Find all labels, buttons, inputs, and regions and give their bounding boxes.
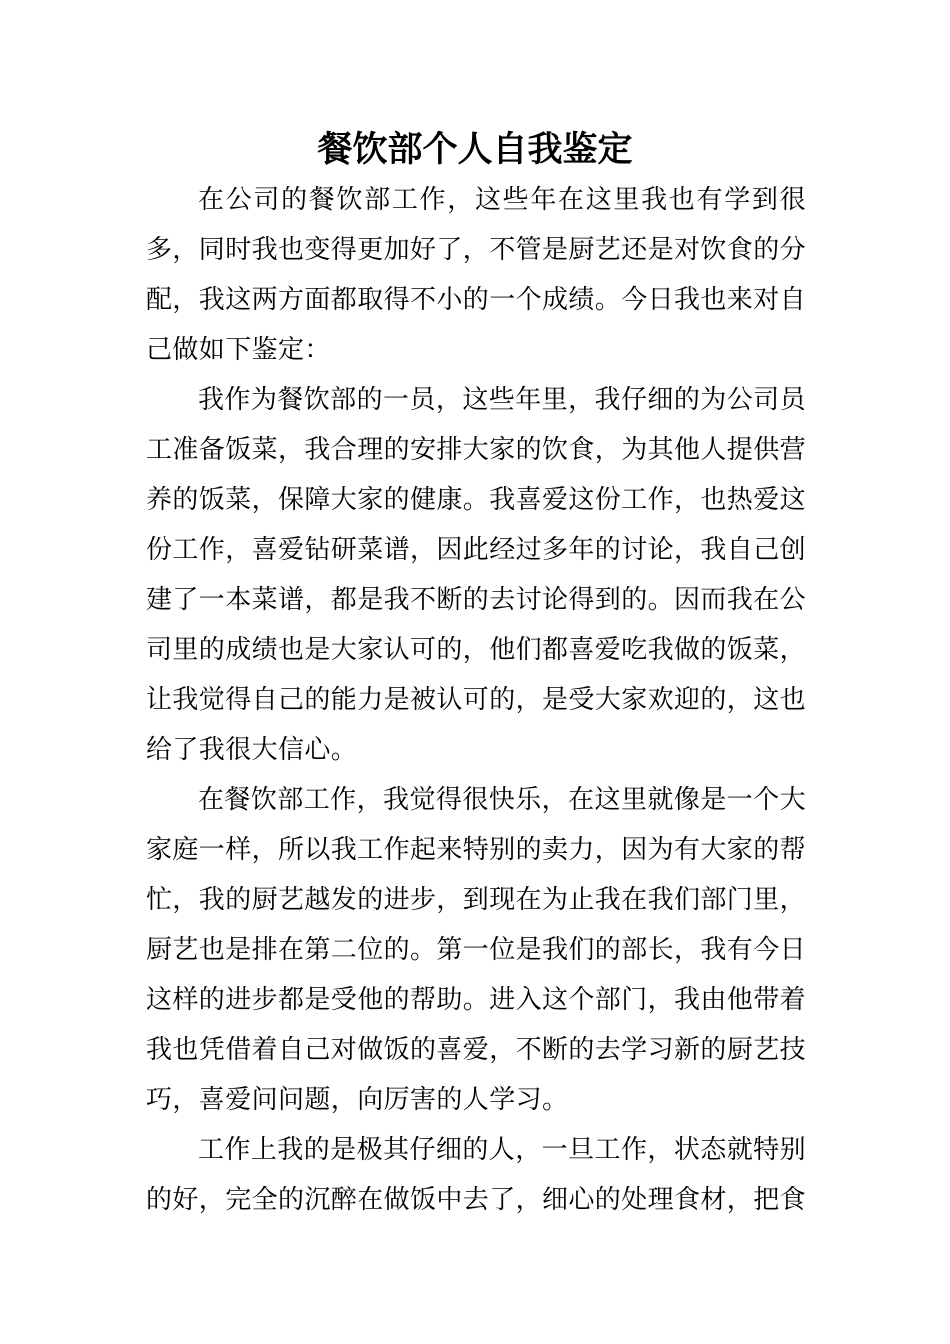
paragraph-3: 在餐饮部工作，我觉得很快乐，在这里就像是一个大家庭一样，所以我工作起来特别的卖力，因为有大家的帮忙，我的厨艺越发的进步，到现在为止我在我们部门里，厨艺也是排在第二位的。第一位是我们的部长，我有今日这样的进步都是受他的帮助。进入这个部门，我由他带着我也凭借着自己对做饭的喜爱，不断的去学习新的厨艺技巧，喜爱问问题，向厉害的人学习。 xyxy=(146,785,807,1115)
paragraph-1: 在公司的餐饮部工作，这些年在这里我也有学到很多，同时我也变得更加好了，不管是厨艺还是对饮食的分配，我这两方面都取得不小的一个成绩。今日我也来对自己做如下鉴定： xyxy=(146,185,807,365)
paragraph-2: 我作为餐饮部的一员，这些年里，我仔细的为公司员工准备饭菜，我合理的安排大家的饮食，为其他人提供营养的饭菜，保障大家的健康。我喜爱这份工作，也热爱这份工作，喜爱钻研菜谱，因此经过多年的讨论，我自己创建了一本菜谱，都是我不断的去讨论得到的。因而我在公司里的成绩也是大家认可的，他们都喜爱吃我做的饭菜，让我觉得自己的能力是被认可的，是受大家欢迎的，这也给了我很大信心。 xyxy=(146,385,807,765)
paragraph-4: 工作上我的是极其仔细的人，一旦工作，状态就特别的好，完全的沉醉在做饭中去了，细心的处理食材，把食 xyxy=(146,1135,807,1215)
document-body xyxy=(146,175,806,1225)
document-title: 餐饮部个人自我鉴定 xyxy=(317,130,633,170)
